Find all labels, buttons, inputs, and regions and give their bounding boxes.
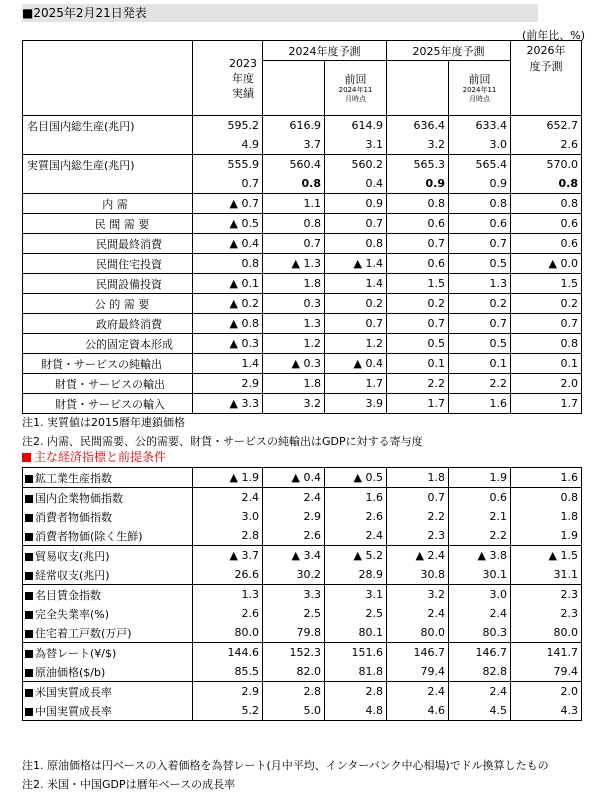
row-value: 79.8: [263, 623, 325, 643]
row-value: 2.9: [263, 507, 325, 526]
row-value: 1.8: [263, 374, 325, 394]
row-value: 1.7: [387, 394, 449, 414]
row-value: 0.6: [449, 214, 511, 234]
row-value: 80.1: [325, 623, 387, 643]
row-value: 2.1: [449, 507, 511, 526]
row-value: 5.0: [263, 701, 325, 721]
row-value: 0.7: [325, 214, 387, 234]
row-value: 152.3: [263, 643, 325, 663]
row-label: 公 的 需 要: [23, 294, 193, 314]
row-value: 30.2: [263, 565, 325, 585]
row-value: 81.8: [325, 662, 387, 682]
black-square-icon: [25, 572, 33, 580]
table-row: [23, 394, 582, 414]
table-row: [23, 334, 582, 354]
header-2023-label: 2023年度実績: [229, 56, 257, 100]
row-label: 民間住宅投資: [23, 254, 193, 274]
row-value: 1.4: [193, 354, 263, 374]
prev-note: 2024年11月時点: [462, 85, 497, 103]
row-value: 5.2: [193, 701, 263, 721]
row-value: 2.2: [449, 526, 511, 546]
row-value: 570.0: [511, 155, 582, 175]
row-value: 0.8: [511, 488, 582, 508]
row-label: 民間設備投資: [23, 274, 193, 294]
row-label-text: 消費者物価指数: [35, 510, 112, 524]
prev-label: 前回: [344, 72, 367, 86]
row-value: 1.6: [511, 468, 582, 488]
row-value: 30.8: [387, 565, 449, 585]
row-label-text: 住宅着工戸数(万戸): [35, 626, 132, 640]
table-row: [23, 507, 582, 526]
header-blank: [23, 41, 193, 116]
header-2024-blank: [263, 61, 325, 116]
row-value: 146.7: [449, 643, 511, 663]
header-fy2026: [511, 41, 582, 116]
row-value: 26.6: [193, 565, 263, 585]
row-value: 652.7: [511, 116, 582, 136]
black-square-icon: [25, 669, 33, 677]
row-value: 3.3: [263, 585, 325, 605]
table-row: [23, 682, 582, 702]
table-row: [23, 116, 582, 136]
row-value: 0.7: [387, 488, 449, 508]
row-value: 0.8: [325, 234, 387, 254]
table-row: [23, 662, 582, 682]
row-value: 151.6: [325, 643, 387, 663]
row-value: 146.7: [387, 643, 449, 663]
row-value: 1.3: [263, 314, 325, 334]
section-title: [22, 448, 166, 465]
row-value: 2.6: [193, 604, 263, 623]
row-value: 82.0: [263, 662, 325, 682]
row-value: 0.8: [263, 174, 325, 194]
row-value: 2.6: [511, 135, 582, 155]
table-row: [23, 354, 582, 374]
row-value: 2.2: [449, 374, 511, 394]
row-label: 民間最終消費: [23, 234, 193, 254]
row-value: ▲ 0.3: [263, 354, 325, 374]
header-fy2026-label: 2026年度予測: [526, 44, 566, 73]
row-value: 0.4: [325, 174, 387, 194]
row-value: 141.7: [511, 643, 582, 663]
header-2024-prev: [325, 61, 387, 116]
row-value: ▲ 3.8: [449, 546, 511, 566]
note-2: 注2. 内需、民間需要、公的需要、財貨・サービスの純輸出はGDPに対する寄与度: [22, 435, 423, 448]
row-value: 0.1: [449, 354, 511, 374]
row-value: 636.4: [387, 116, 449, 136]
table-row: [23, 643, 582, 663]
row-label: [23, 643, 193, 663]
row-value: 3.2: [387, 585, 449, 605]
row-value: 614.9: [325, 116, 387, 136]
row-value: ▲ 3.3: [193, 394, 263, 414]
prev-label: 前回: [468, 72, 491, 86]
row-value: 3.0: [449, 135, 511, 155]
row-value: 1.6: [449, 394, 511, 414]
row-value: 633.4: [449, 116, 511, 136]
row-value: 4.5: [449, 701, 511, 721]
row-value: 1.9: [511, 526, 582, 546]
table-row: [23, 526, 582, 546]
row-value: 4.8: [325, 701, 387, 721]
table-row: [23, 604, 582, 623]
row-value: 85.5: [193, 662, 263, 682]
row-value: 3.1: [325, 585, 387, 605]
indicators-table: [22, 467, 582, 721]
row-label: [23, 468, 193, 488]
row-value: 2.2: [387, 507, 449, 526]
row-value: ▲ 1.3: [263, 254, 325, 274]
row-value: 3.2: [263, 394, 325, 414]
table-row: [23, 623, 582, 643]
row-value: ▲ 1.4: [325, 254, 387, 274]
row-value: ▲ 0.2: [193, 294, 263, 314]
row-value: 0.7: [511, 314, 582, 334]
black-square-icon: [25, 592, 33, 600]
row-value: 0.9: [449, 174, 511, 194]
row-label-text: 米国実質成長率: [35, 685, 112, 699]
row-value: 2.4: [387, 604, 449, 623]
row-label-text: 原油価格($/b): [35, 665, 106, 679]
row-value: 2.4: [449, 604, 511, 623]
row-value: 2.3: [387, 526, 449, 546]
row-value: 616.9: [263, 116, 325, 136]
row-value: 80.0: [387, 623, 449, 643]
row-label: [23, 565, 193, 585]
row-value: 3.2: [387, 135, 449, 155]
row-label: [23, 623, 193, 643]
row-value: 1.6: [325, 488, 387, 508]
row-value: 1.2: [263, 334, 325, 354]
table-row: [23, 234, 582, 254]
row-value: 2.4: [263, 488, 325, 508]
row-value: 3.0: [193, 507, 263, 526]
document-title: ■2025年2月21日発表: [22, 4, 538, 22]
row-value: 2.4: [387, 682, 449, 702]
row-label-text: 名目賃金指数: [35, 588, 101, 602]
row-value: ▲ 0.4: [325, 354, 387, 374]
row-value: 3.9: [325, 394, 387, 414]
row-label: [23, 526, 193, 546]
black-square-icon: [25, 475, 33, 483]
table-row: [23, 294, 582, 314]
row-value: 4.3: [511, 701, 582, 721]
row-value: ▲ 0.1: [193, 274, 263, 294]
row-value: ▲ 3.7: [193, 546, 263, 566]
row-value: 565.4: [449, 155, 511, 175]
header-fy2025: 2025年度予測: [387, 41, 511, 61]
row-value: 0.2: [387, 294, 449, 314]
row-value: 1.8: [263, 274, 325, 294]
row-value: 0.1: [387, 354, 449, 374]
row-value: 2.5: [263, 604, 325, 623]
row-value: 560.2: [325, 155, 387, 175]
row-label: 財貨・サービスの輸出: [23, 374, 193, 394]
row-value: 0.6: [511, 214, 582, 234]
row-value: 80.0: [511, 623, 582, 643]
row-label: [23, 546, 193, 566]
row-label-text: 国内企業物価指数: [35, 491, 123, 505]
row-label: 公的固定資本形成: [23, 334, 193, 354]
row-value: 1.5: [387, 274, 449, 294]
row-value: 144.6: [193, 643, 263, 663]
row-value: 2.5: [325, 604, 387, 623]
row-value: 565.3: [387, 155, 449, 175]
table-row: [23, 565, 582, 585]
row-value: ▲ 0.5: [193, 214, 263, 234]
row-value: ▲ 0.8: [193, 314, 263, 334]
row-value: 2.4: [449, 682, 511, 702]
prev-note: 2024年11月時点: [338, 85, 373, 103]
row-value: ▲ 1.9: [193, 468, 263, 488]
row-value: 0.2: [325, 294, 387, 314]
row-value: 1.8: [511, 507, 582, 526]
black-square-icon: [25, 611, 33, 619]
row-value: 1.3: [193, 585, 263, 605]
note-4: 注2. 米国・中国GDPは暦年ベースの成長率: [22, 778, 236, 791]
row-value: 0.5: [449, 254, 511, 274]
table-row: [23, 155, 582, 175]
row-value: 30.1: [449, 565, 511, 585]
table-row: [23, 254, 582, 274]
row-label: [23, 488, 193, 508]
row-label: 財貨・サービスの純輸出: [23, 354, 193, 374]
row-value: ▲ 0.4: [263, 468, 325, 488]
header-2023: [193, 41, 263, 116]
row-value: ▲ 0.0: [511, 254, 582, 274]
row-value: 2.3: [511, 585, 582, 605]
row-value: 0.8: [193, 254, 263, 274]
row-value: 0.8: [511, 334, 582, 354]
row-value: 2.4: [193, 488, 263, 508]
row-value: 1.1: [263, 194, 325, 214]
row-label: 名目国内総生産(兆円): [23, 116, 193, 136]
row-value: 2.0: [511, 682, 582, 702]
table-row: [23, 701, 582, 721]
row-value: 2.8: [263, 682, 325, 702]
row-value: 2.3: [511, 604, 582, 623]
table-row: [23, 135, 582, 155]
row-value: 80.0: [193, 623, 263, 643]
row-label-text: 貿易収支(兆円): [35, 549, 110, 563]
table-row: [23, 174, 582, 194]
row-value: 0.7: [325, 314, 387, 334]
row-label: 政府最終消費: [23, 314, 193, 334]
row-value: 0.9: [387, 174, 449, 194]
row-value: 0.9: [325, 194, 387, 214]
black-square-icon: [25, 495, 33, 503]
row-value: 28.9: [325, 565, 387, 585]
row-label: [23, 682, 193, 702]
row-label-text: 中国実質成長率: [35, 704, 112, 718]
row-value: 0.7: [193, 174, 263, 194]
header-fy2024: 2024年度予測: [263, 41, 387, 61]
table-row: [23, 546, 582, 566]
row-value: ▲ 0.3: [193, 334, 263, 354]
black-square-icon: [25, 708, 33, 716]
row-label-text: 為替レート(¥/$): [35, 646, 117, 660]
row-value: 2.8: [193, 526, 263, 546]
row-value: 0.8: [511, 174, 582, 194]
row-value: 0.5: [449, 334, 511, 354]
table-row: [23, 585, 582, 605]
black-square-icon: [25, 689, 33, 697]
row-label-text: 消費者物価(除く生鮮): [35, 529, 143, 543]
row-value: 1.8: [387, 468, 449, 488]
row-value: ▲ 3.4: [263, 546, 325, 566]
row-value: 2.6: [263, 526, 325, 546]
row-value: 0.5: [387, 334, 449, 354]
row-value: 0.2: [511, 294, 582, 314]
row-value: 560.4: [263, 155, 325, 175]
row-value: 555.9: [193, 155, 263, 175]
row-label: [23, 174, 193, 194]
black-square-icon: [25, 553, 33, 561]
row-value: 1.3: [449, 274, 511, 294]
row-value: ▲ 0.5: [325, 468, 387, 488]
black-square-icon: [25, 514, 33, 522]
row-value: 3.0: [449, 585, 511, 605]
row-value: 31.1: [511, 565, 582, 585]
row-value: 0.6: [387, 254, 449, 274]
table-row: [23, 468, 582, 488]
row-value: 0.7: [387, 234, 449, 254]
row-value: 0.6: [449, 488, 511, 508]
table-row: [23, 274, 582, 294]
row-value: 0.8: [449, 194, 511, 214]
row-value: 2.8: [325, 682, 387, 702]
row-label: [23, 585, 193, 605]
row-value: 0.7: [387, 314, 449, 334]
gdp-forecast-table: [22, 40, 582, 414]
row-value: ▲ 2.4: [387, 546, 449, 566]
header-2025-prev: [449, 61, 511, 116]
unit-label: (前年比、%): [521, 29, 585, 42]
row-label: [23, 135, 193, 155]
row-value: 2.0: [511, 374, 582, 394]
row-value: 0.6: [511, 234, 582, 254]
row-value: 0.7: [449, 314, 511, 334]
row-value: ▲ 0.7: [193, 194, 263, 214]
row-value: ▲ 1.5: [511, 546, 582, 566]
row-label: [23, 701, 193, 721]
table-row: [23, 314, 582, 334]
note-1: 注1. 実質値は2015暦年連鎖価格: [22, 416, 185, 429]
row-label: 内 需: [23, 194, 193, 214]
row-value: 0.3: [263, 294, 325, 314]
row-value: 0.8: [387, 194, 449, 214]
row-value: 1.4: [325, 274, 387, 294]
row-value: 0.2: [449, 294, 511, 314]
row-value: 0.7: [263, 234, 325, 254]
black-square-icon: [25, 630, 33, 638]
row-label: [23, 662, 193, 682]
row-label: [23, 507, 193, 526]
row-value: 3.1: [325, 135, 387, 155]
row-value: 80.3: [449, 623, 511, 643]
header-2025-blank: [387, 61, 449, 116]
row-value: 2.4: [325, 526, 387, 546]
table-row: [23, 488, 582, 508]
table-row: [23, 374, 582, 394]
row-value: 1.7: [511, 394, 582, 414]
row-value: 0.8: [263, 214, 325, 234]
black-square-icon: [25, 533, 33, 541]
row-value: 82.8: [449, 662, 511, 682]
row-value: 2.2: [387, 374, 449, 394]
row-label: [23, 604, 193, 623]
row-label-text: 経常収支(兆円): [35, 568, 110, 582]
row-value: 0.8: [511, 194, 582, 214]
row-value: 0.1: [511, 354, 582, 374]
row-value: 1.5: [511, 274, 582, 294]
red-square-icon: [22, 453, 31, 462]
note-3: 注1. 原油価格は円ベースの入着価格を為替レート(月中平均、インターバンク中心相場)でドル換算したもの: [22, 759, 549, 772]
row-value: 1.9: [449, 468, 511, 488]
row-value: 0.6: [387, 214, 449, 234]
row-label: 実質国内総生産(兆円): [23, 155, 193, 175]
row-value: 1.2: [325, 334, 387, 354]
row-value: 79.4: [387, 662, 449, 682]
row-value: ▲ 0.4: [193, 234, 263, 254]
black-square-icon: [25, 650, 33, 658]
row-value: 79.4: [511, 662, 582, 682]
row-value: 2.6: [325, 507, 387, 526]
row-value: 4.9: [193, 135, 263, 155]
table-row: [23, 194, 582, 214]
row-label: 民 間 需 要: [23, 214, 193, 234]
row-value: 2.9: [193, 374, 263, 394]
section-title-text: 主な経済指標と前提条件: [34, 450, 167, 464]
row-value: 595.2: [193, 116, 263, 136]
table-row: [23, 214, 582, 234]
row-label: 財貨・サービスの輸入: [23, 394, 193, 414]
row-value: 2.9: [193, 682, 263, 702]
row-value: ▲ 5.2: [325, 546, 387, 566]
row-value: 4.6: [387, 701, 449, 721]
row-label-text: 完全失業率(%): [35, 607, 110, 621]
row-value: 1.7: [325, 374, 387, 394]
row-value: 0.7: [449, 234, 511, 254]
row-value: 3.7: [263, 135, 325, 155]
row-label-text: 鉱工業生産指数: [35, 471, 112, 485]
